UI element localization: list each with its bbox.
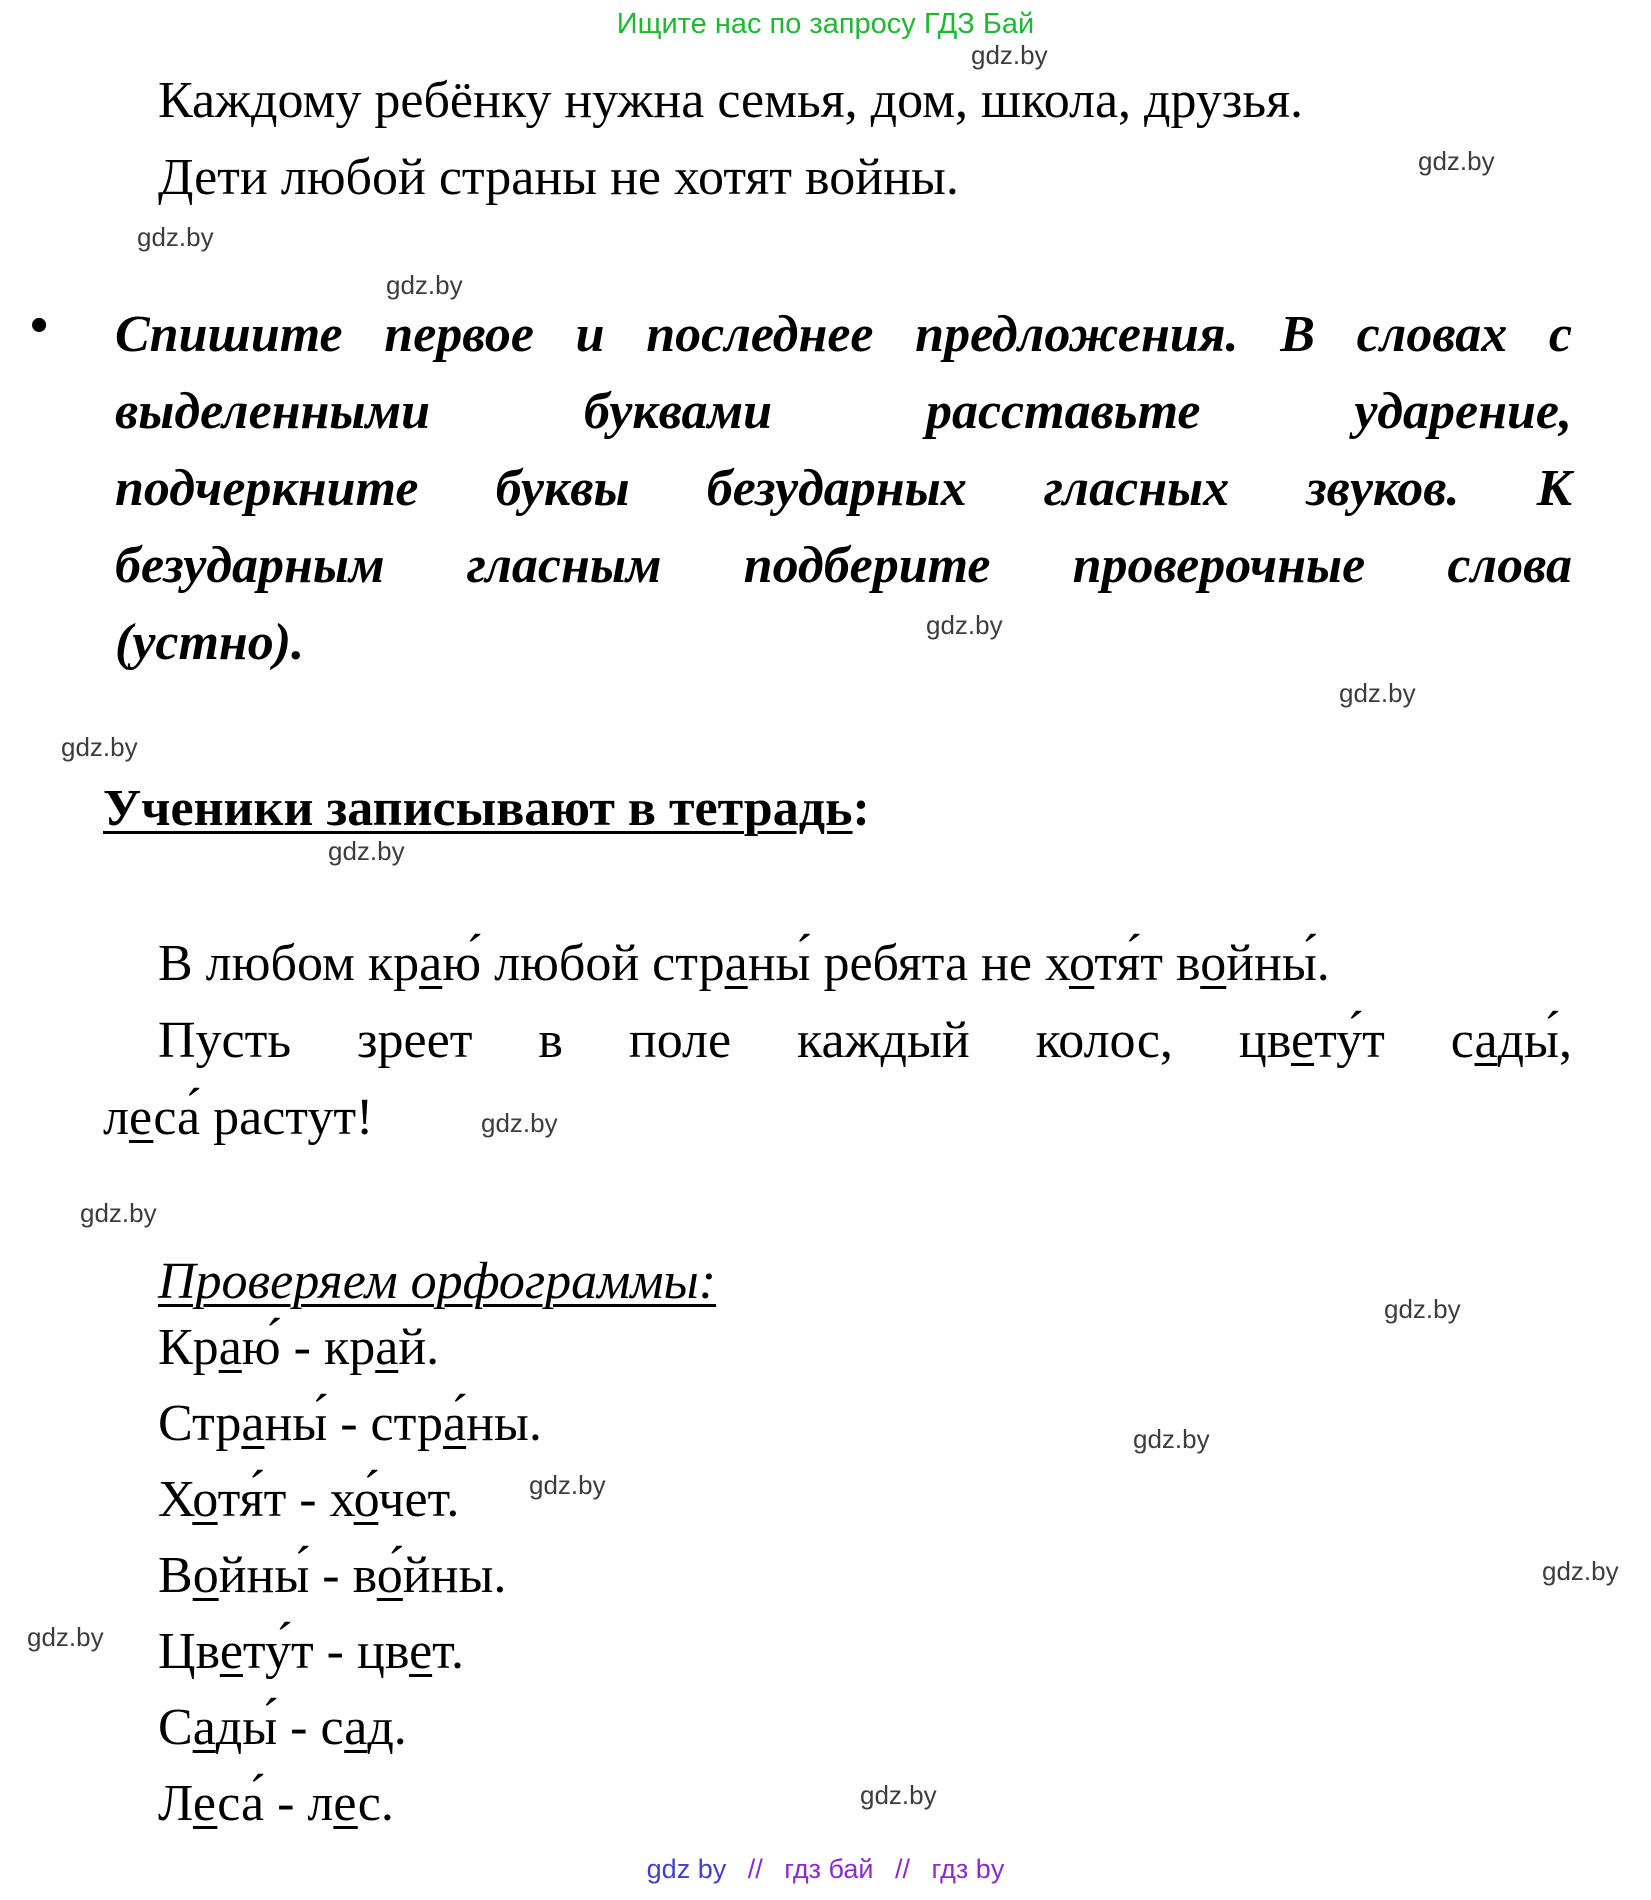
watermark: gdz.by	[481, 1108, 558, 1138]
watermark: gdz.by	[1542, 1556, 1619, 1586]
task-line: Спишите первое и последнее предложения. В словах с	[115, 306, 1572, 363]
check-heading: Проверяем орфограммы:	[158, 1253, 717, 1310]
notebook-line-3: леса́ растут!	[103, 1089, 374, 1146]
watermark: gdz.by	[61, 732, 138, 762]
task-bullet: •	[30, 297, 49, 354]
task-line: подчеркните буквы безударных гласных звуков. К	[115, 460, 1572, 517]
check-item: Цвету́т - цвет.	[158, 1623, 464, 1680]
watermark: gdz.by	[971, 40, 1048, 70]
check-item: Хотя́т - хо́чет.	[158, 1471, 460, 1528]
notebook-heading: Ученики записывают в тетрадь:	[103, 780, 870, 837]
check-item: Войны́ - во́йны.	[158, 1547, 507, 1604]
task-instruction	[115, 296, 1572, 681]
watermark: gdz.by	[1133, 1424, 1210, 1454]
promo-banner-text: Ищите нас по запросу ГДЗ Бай	[616, 8, 1035, 40]
check-item: Леса́ - лес.	[158, 1775, 394, 1832]
watermark: gdz.by	[926, 610, 1003, 640]
check-list	[158, 1318, 542, 1850]
task-line: безударным гласным подберите проверочные слова	[115, 537, 1572, 594]
task-line: выделенными буквами расставьте ударение,	[115, 383, 1572, 440]
notebook-line-2: Пусть зреет в поле каждый колос, цвету́т сады́,	[158, 1012, 1572, 1069]
watermark: gdz.by	[860, 1780, 937, 1810]
check-item: Страны́ - стра́ны.	[158, 1395, 542, 1452]
footer-link-gdz-by-2[interactable]: гдз by	[931, 1854, 1005, 1884]
footer-link-gdz-by-1[interactable]: gdz by	[646, 1854, 727, 1884]
footer-link-gdz-bai[interactable]: гдз бай	[784, 1854, 874, 1884]
watermark: gdz.by	[1339, 678, 1416, 708]
watermark: gdz.by	[1418, 146, 1495, 176]
footer-links	[0, 1854, 1651, 1885]
watermark: gdz.by	[328, 836, 405, 866]
watermark: gdz.by	[529, 1470, 606, 1500]
check-item: Краю́ - край.	[158, 1319, 440, 1376]
intro-sentence-2: Дети любой страны не хотят войны.	[158, 149, 959, 206]
footer-separator: //	[747, 1854, 763, 1884]
notebook-line-1: В любом краю́ любой страны́ ребята не хотя́т войны́.	[158, 935, 1330, 992]
watermark: gdz.by	[80, 1198, 157, 1228]
intro-sentence-1: Каждому ребёнку нужна семья, дом, школа, друзья.	[158, 72, 1303, 129]
watermark: gdz.by	[27, 1622, 104, 1652]
task-line: (устно).	[115, 614, 305, 671]
watermark: gdz.by	[137, 222, 214, 252]
check-item: Сады́ - сад.	[158, 1699, 407, 1756]
watermark: gdz.by	[386, 270, 463, 300]
footer-separator: //	[895, 1854, 911, 1884]
watermark: gdz.by	[1384, 1294, 1461, 1324]
